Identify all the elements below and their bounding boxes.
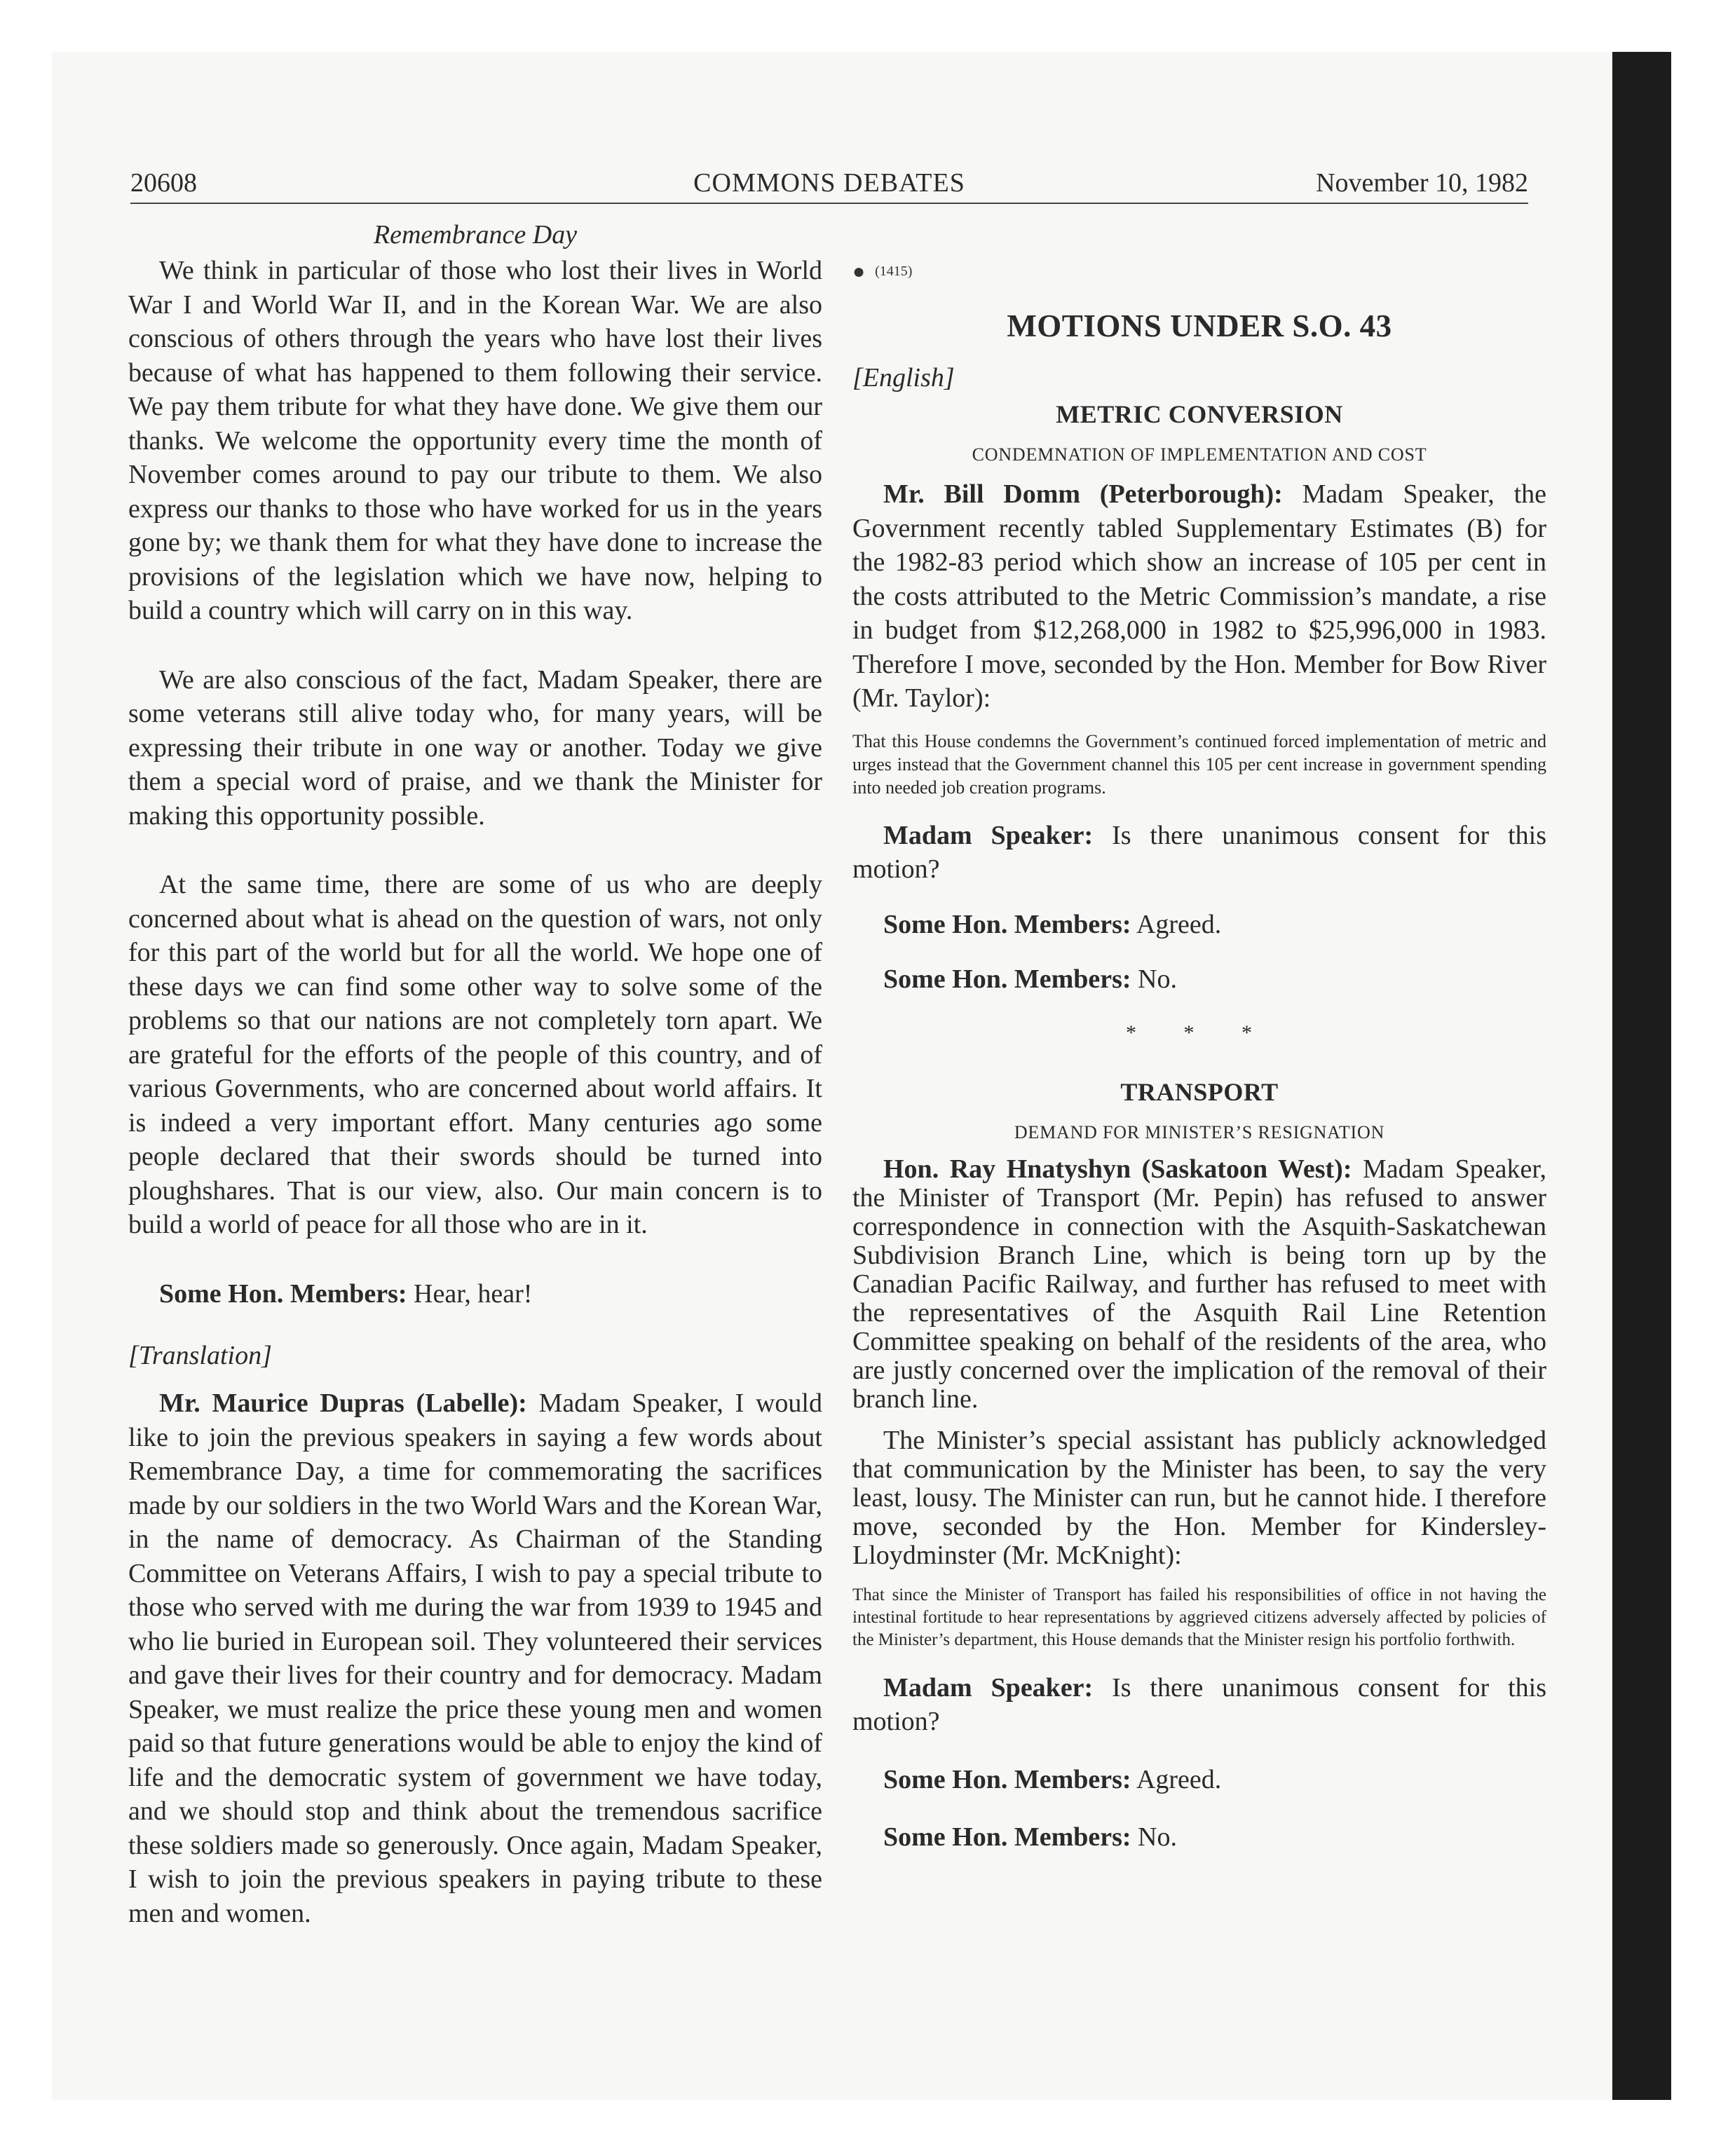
right-column: [852, 217, 1546, 1855]
speaker-name: Madam Speaker:: [883, 820, 1094, 850]
language-tag: [English]: [852, 363, 955, 393]
speech-text: Madam Speaker, the Government recently tabled Supplementary Estimates (B) for the 1982-83 period which show an increase of 105 per cent in the costs attributed to the Metric Commission’s mandate, a rise in budget from $12,268,000 in 1982 to $25,996,000 in 1983. Therefore I move, seconded by the Hon. Member for Bow River (Mr. Taylor):: [852, 479, 1546, 714]
page-number: 20608: [130, 168, 197, 198]
paragraph: We are also conscious of the fact, Madam Speaker, there are some veterans still alive today who, for many years, will be expressing their tribute in one way or another. Today we give them a special word of praise, and we thank the Minister for making this opportunity possible.: [128, 664, 822, 831]
speech: [852, 1671, 1546, 1739]
speech: [852, 477, 1546, 716]
paragraph: At the same time, there are some of us who are deeply concerned about what is ahead on the question of wars, not only for this part of the world but for all the world. We hope one of these days we can find some other way to solve some of the problems so that our nations are not completely torn apart. We are grateful for the efforts of the people of this country, and of various Governments, who are concerned about world affairs. It is indeed a very important effort. Many centuries ago some people declared that their swords should be turned into ploughshares. That is our view, also. Our main concern is to build a world of peace for all those who are in it.: [128, 870, 822, 1239]
language-tag: [Translation]: [128, 1341, 272, 1370]
speaker-name: Some Hon. Members:: [883, 964, 1131, 995]
interjection: [852, 962, 1546, 997]
interjection: [852, 1820, 1546, 1855]
interjection: [852, 908, 1546, 942]
topic-heading: TRANSPORT: [1120, 1077, 1279, 1106]
page-header: [130, 165, 1528, 200]
speech: [852, 819, 1546, 887]
publication-title: COMMONS DEBATES: [693, 168, 965, 198]
speech-text: Agreed.: [1136, 909, 1222, 939]
issue-date: November 10, 1982: [1316, 168, 1528, 198]
motion-text: That since the Minister of Transport has failed his responsibilities of office in not having the intestinal fortitude to hear representations by aggrieved citizens adversely affected by policies of the Minister’s department, this House demands that the Minister resign his portfolio forthwith.: [852, 1585, 1546, 1649]
topic-subheading: CONDEMNATION OF IMPLEMENTATION AND COST: [972, 444, 1427, 465]
time-marker: ● (1415): [852, 260, 913, 284]
speech-text: Madam Speaker, the Minister of Transport (Mr. Pepin) has refused to answer correspondence in connection with the Asquith-Saskatchewan Subdivision Branch Line, which is being torn up by the Canadian Pacific Railway, and further has refused to meet with the representatives of the Asquith Rail Line Retention Committee speaking on behalf of the residents of the area, who are justly concerned over the implication of the removal of their branch line.: [852, 1154, 1546, 1414]
section-separator: * * *: [1126, 1021, 1273, 1044]
speaker-name: Some Hon. Members:: [883, 909, 1131, 939]
speech-text: Agreed.: [1136, 1764, 1222, 1794]
interjection: [852, 1763, 1546, 1797]
speech-text: Hear, hear!: [414, 1278, 533, 1309]
speech-text: No.: [1138, 964, 1177, 995]
speech: [852, 1155, 1546, 1414]
paragraph: The Minister’s special assistant has publicly acknowledged that communication by the Minister has been, to say the very least, lousy. The Minister can run, but he cannot hide. I therefore move, seconded by the Hon. Member for Kindersley-Lloydminster (Mr. McKnight):: [852, 1425, 1546, 1570]
paragraph: We think in particular of those who lost their lives in World War I and World War II, and in the Korean War. We are also conscious of others through the years who have lost their lives because of what has happened to them following their service. We pay them tribute for what they have done. We give them our thanks. We welcome the opportunity every time the month of November comes around to pay our tribute to them. We also express our thanks to those who have worked for us in the years gone by; we thank them for what they have done to increase the provisions of the legislation which we have now, helping to build a country which will carry on in this way.: [128, 256, 822, 625]
speaker-name: Hon. Ray Hnatyshyn (Saskatoon West):: [883, 1154, 1352, 1184]
speaker-name: Some Hon. Members:: [883, 1764, 1131, 1794]
speaker-name: Mr. Bill Domm (Peterborough):: [883, 479, 1283, 510]
speech-text: Is there unanimous consent for this motion?: [852, 820, 1546, 885]
motion-text: That this House condemns the Government’s continued forced implementation of metric and urges instead that the Government channel this 105 per cent increase in government spending into needed job creation programs.: [852, 730, 1546, 798]
interjection: [128, 1277, 822, 1311]
header-rule: [130, 203, 1528, 204]
speaker-name: Some Hon. Members:: [883, 1822, 1131, 1853]
topic-subheading: DEMAND FOR MINISTER’S RESIGNATION: [1014, 1121, 1385, 1142]
bullet-icon: ●: [852, 260, 866, 284]
speech-text: Madam Speaker, I would like to join the previous speakers in saying a few words about Remembrance Day, a time for commemorating the sacrifices made by our soldiers in the two World Wars and the Korean War, in the name of democracy. As Chairman of the Standing Committee on Veterans Affairs, I wish to pay a special tribute to those who served with me during the war from 1939 to 1945 and who lie buried in European soil. They volunteered their services and gave their lives for their country and for democracy. Madam Speaker, we must realize the price these young men and women paid so that future generations would be able to enjoy the kind of life and the democratic system of government we have today, and we should stop and think about the tremendous sacrifice these soldiers made so generously. Once again, Madam Speaker, I wish to join the previous speakers in paying tribute to these men and women.: [128, 1389, 822, 1928]
speech: [128, 1386, 822, 1930]
section-title: MOTIONS UNDER S.O. 43: [1007, 308, 1392, 344]
speech-text: Is there unanimous consent for this motion?: [852, 1672, 1546, 1737]
scan-edge-shadow: [1612, 52, 1671, 2100]
left-column: [128, 217, 822, 1930]
topic-heading: METRIC CONVERSION: [1056, 400, 1343, 429]
speaker-name: Mr. Maurice Dupras (Labelle):: [159, 1389, 527, 1418]
speaker-name: Some Hon. Members:: [159, 1278, 407, 1309]
speaker-name: Madam Speaker:: [883, 1672, 1094, 1703]
running-head: Remembrance Day: [373, 220, 578, 250]
speech-text: No.: [1138, 1822, 1177, 1853]
